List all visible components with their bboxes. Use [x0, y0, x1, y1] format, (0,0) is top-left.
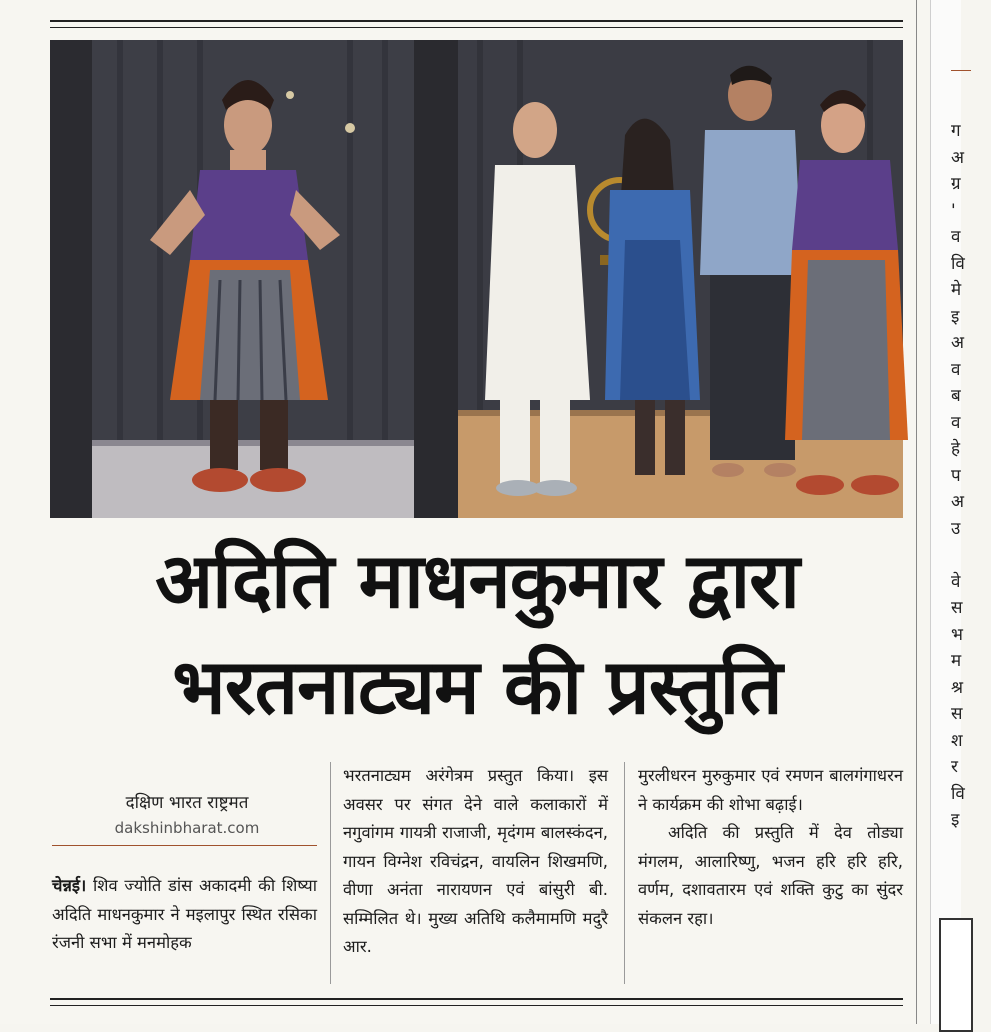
adjacent-glyph: भ: [951, 624, 963, 645]
adjacent-glyph: ग्र: [951, 174, 961, 194]
column-2-text: भरतनाट्यम अरंगेत्रम प्रस्तुत किया। इस अवसर पर संगत देने वाले कलाकारों में नगुवांगम गायत्री राजाजी, मृदंगम बालस्कंदन, गायन विग्नेश रविचंद्रन, वायलिन शिखमणि, वीणा अनंता नारायणन एवं बांसुरी बी. सम्मिलित थे। मुख्य अतिथि कलैमामणि मदुरै आर.: [343, 766, 608, 956]
adjacent-glyph: प: [951, 465, 961, 486]
bottom-rule: [50, 998, 903, 1000]
adjacent-glyph: स: [951, 704, 963, 724]
column-3-paragraph-2-text: अदिति की प्रस्तुति में देव तोड्या मंगलम, आलारिष्णु, भजन हरि हरि हरि, वर्णम, दशावतारम एवं शक्ति कुटु का सुंदर संकलन रहा।: [638, 823, 903, 928]
adjacent-glyph: र: [951, 757, 958, 777]
byline-rule: [52, 845, 317, 846]
adjacent-glyph: हे: [951, 439, 961, 459]
sidebar-top-rule: [951, 70, 971, 71]
adjacent-glyph: ': [951, 200, 956, 221]
bottom-rule-thin: [50, 1005, 903, 1006]
adjacent-article-fragment: [930, 0, 965, 1024]
article-column-3: [638, 762, 903, 933]
adjacent-glyph: अ: [951, 333, 964, 353]
byline-website: dakshinbharat.com: [114, 819, 260, 837]
adjacent-glyph: अ: [951, 492, 964, 512]
adjacent-glyph: ग: [951, 121, 961, 141]
headline-line-2: भरतनाट्यम की प्रस्तुति: [172, 642, 782, 731]
top-rule-thin: [50, 27, 903, 28]
adjacent-glyph: व: [951, 359, 961, 380]
article-photo: [50, 40, 903, 518]
adjacent-glyph: स: [951, 598, 963, 618]
adjacent-glyph: मे: [951, 280, 962, 300]
adjacent-glyph: श्र: [951, 677, 964, 698]
top-rule: [50, 20, 903, 22]
adjacent-glyph: वे: [951, 571, 961, 592]
adjacent-image-box: [939, 918, 973, 1032]
column-3-paragraph-1: मुरलीधरन मुरुकुमार एवं रमणन बालगंगाधरन ने कार्यक्रम की शोभा बढ़ाई।: [638, 766, 903, 814]
column-3-paragraph-2: [638, 819, 903, 933]
adjacent-glyph: वि: [951, 783, 965, 804]
adjacent-glyph: अ: [951, 147, 964, 168]
adjacent-glyph: म: [951, 651, 962, 671]
column-1-text: शिव ज्योति डांस अकादमी की शिष्या अदिति माधनकुमार ने मइलापुर स्थित रसिका रंजनी सभा में मनमोहक: [52, 876, 317, 952]
article-column-2: [343, 762, 608, 962]
article-column-1: [52, 872, 317, 958]
adjacent-glyph: इ: [951, 306, 960, 327]
adjacent-glyph: [951, 542, 991, 569]
adjacent-glyph: इ: [951, 810, 960, 830]
adjacent-glyph: ब: [951, 386, 961, 406]
dateline: चेन्नई।: [52, 876, 87, 895]
byline-block: [52, 790, 322, 840]
adjacent-glyph: व: [951, 412, 961, 433]
column-separator-2: [624, 762, 625, 984]
adjacent-glyph: उ: [951, 518, 961, 539]
adjacent-glyph: व: [951, 227, 961, 247]
headline-line-1: अदिति माधनकुमार द्वारा: [155, 536, 799, 625]
adjacent-article-glyphs: [951, 118, 991, 834]
adjacent-glyph: वि: [951, 253, 965, 274]
column-divider: [916, 0, 917, 1024]
adjacent-glyph: श: [951, 730, 963, 751]
byline-name: दक्षिण भारत राष्ट्रमत: [125, 793, 249, 813]
column-separator-1: [330, 762, 331, 984]
